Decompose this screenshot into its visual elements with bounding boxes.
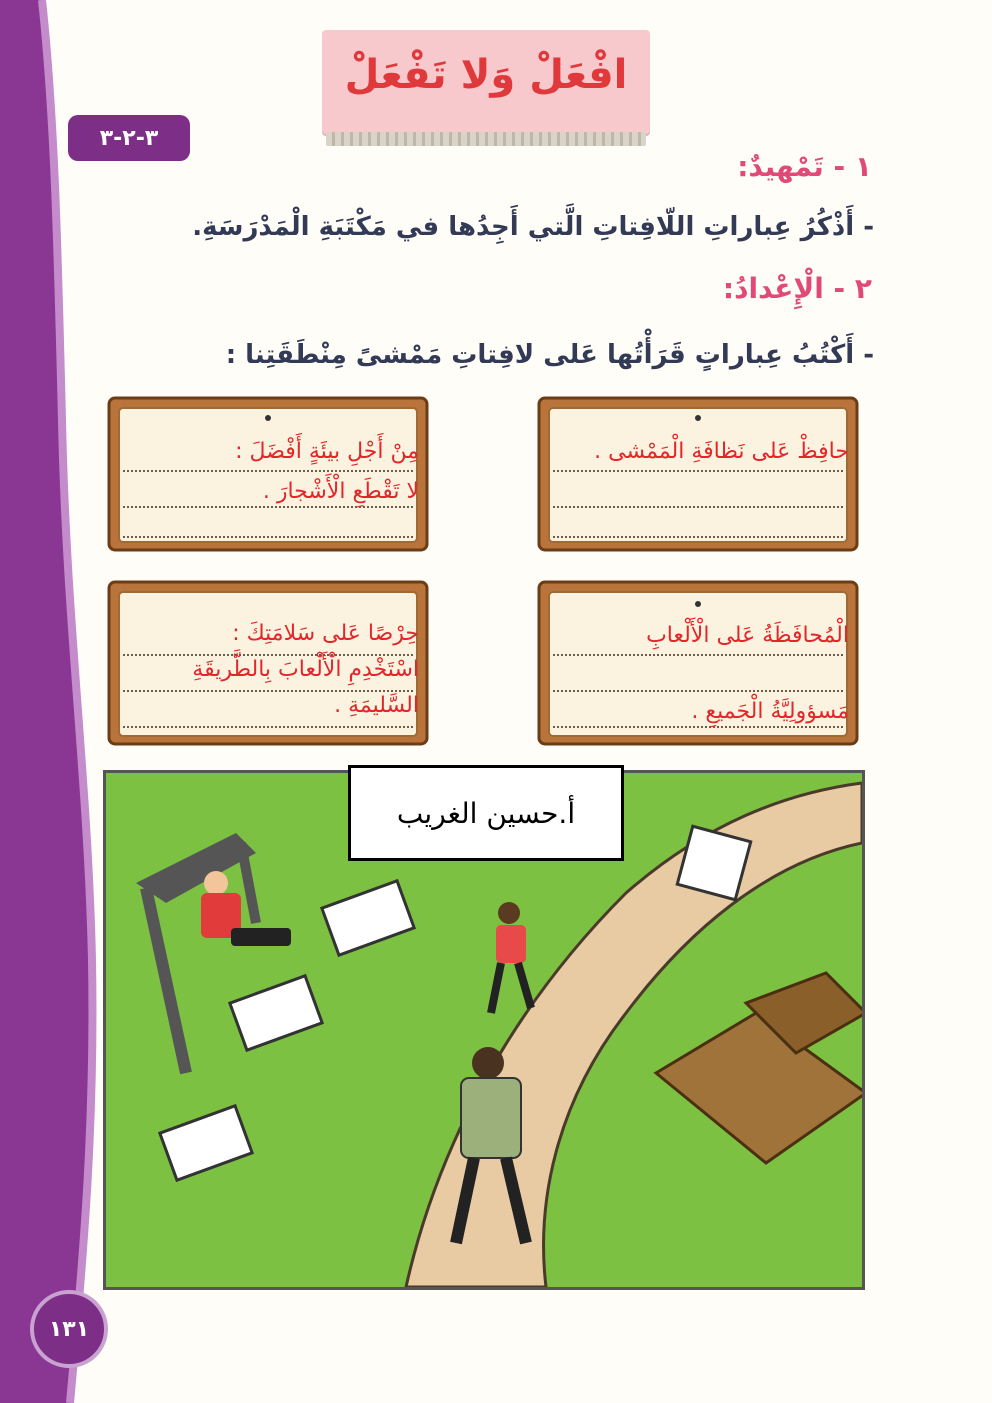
sign-text-line [547,656,849,692]
intro-heading: ١ - تَمْهيدٌ: [737,150,872,183]
side-band-decoration [0,0,120,1403]
sign-text-line: السَّليمَةِ . [334,693,419,718]
writing-line [123,726,413,728]
sign-board-top-left [103,394,433,554]
writing-line [553,506,843,508]
sign-text-line: الْمُحافَظَةُ عَلى الْأَلْعابِ [646,623,849,648]
sign-text-line: اسْتَخْدِمِ الْأَلْعابَ بِالطَّريقَةِ [192,657,419,682]
sign-text-line: مِنْ أَجْلِ بيئَةٍ أَفْضَلَ : [235,439,419,464]
sign-board-top-right [533,394,863,554]
title-banner [322,30,650,134]
sign-text-line: حافِظْ عَلى نَظافَةِ الْمَمْشى . [594,439,849,464]
page-number-badge: ١٣١ [30,1290,108,1368]
prep-heading: ٢ - الْإِعْدادُ: [722,272,872,305]
sign-text-line: لا تَقْطَعِ الْأَشْجارَ . [262,479,419,504]
page-title: افْعَلْ وَلا تَفْعَلْ [344,52,628,98]
sign-text-line: مَسؤولِيَّةُ الْجَميعِ . [691,699,849,724]
prep-instruction: - أَكْتُبُ عِباراتٍ قَرَأْتُها عَلى لافِتاتِ مَمْشىً مِنْطَقَتِنا : [225,340,874,370]
sign-board-bottom-right [533,578,863,748]
sign-board-bottom-left [103,578,433,748]
author-nameplate: أ.حسين الغريب [348,765,624,861]
writing-line [553,536,843,538]
intro-instruction: - أَذْكُرُ عِباراتِ اللّافِتاتِ الَّتي أَجِدُها في مَكْتَبَةِ الْمَدْرَسَةِ. [192,212,874,242]
sign-text-line: حِرْصًا عَلى سَلامَتِكَ : [232,621,419,646]
lesson-code-badge: ٣-٢-٣ [68,115,190,161]
writing-line [123,536,413,538]
banner-strip-decoration [326,132,646,146]
